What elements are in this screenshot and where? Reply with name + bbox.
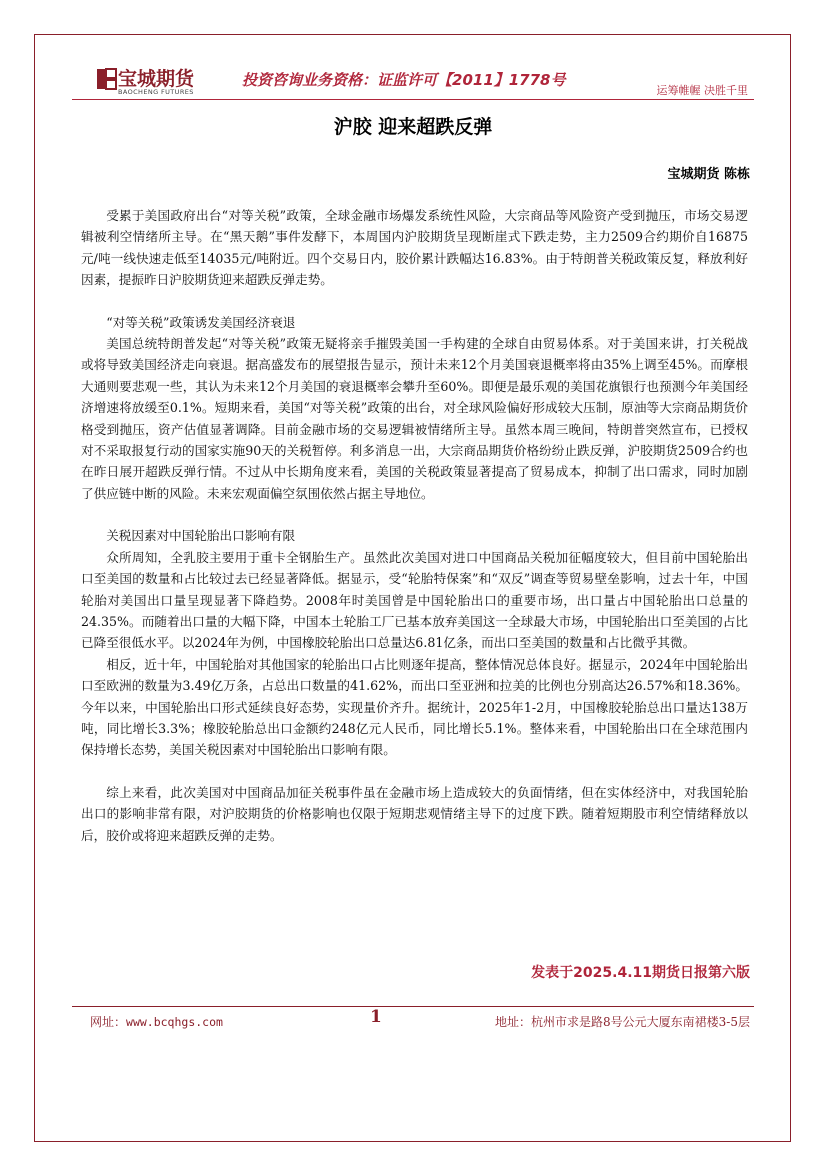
article-body (81, 205, 748, 846)
website-label: 网址： (90, 1015, 127, 1029)
section2-paragraph-1: 众所周知，全乳胶主要用于重卡全钢胎生产。虽然此次美国对进口中国商品关税加征幅度较大，但目前中国轮胎出口至美国的数量和占比较过去已经显著降低。据显示，受“轮胎特保案”和“双反”调查等贸易壁垒影响，过去十年，中国轮胎对美国出口量呈现显著下降趋势。2008年时美国曾是中国轮胎出口的重要市场，出口量占中国轮胎出口总量的24.35%。而随着出口量的大幅下降，中国本土轮胎工厂已基本放弃美国这一全球最大市场，中国轮胎出口至美国的占比已降至很低水平。以2024年为例，中国橡胶轮胎出口总量达6.81亿条，而出口至美国的数量和占比微乎其微。 (81, 549, 748, 651)
footer-website (90, 1013, 223, 1030)
article-author: 宝城期货 陈栋 (667, 167, 750, 182)
page-number: 1 (370, 1007, 382, 1027)
footer-address: 地址：杭州市求是路8号公元大厦东南裙楼3-5层 (495, 1015, 750, 1029)
article-title: 沪胶 迎来超跌反弹 (333, 116, 493, 138)
header-divider (72, 99, 754, 100)
page-header (96, 64, 756, 104)
company-logo (96, 64, 206, 100)
section2-paragraph-2: 相反，近十年，中国轮胎对其他国家的轮胎出口占比则逐年提高，整体情况总体良好。据显示，2024年中国轮胎出口至欧洲的数量为3.49亿万条，占总出口数量的41.62%，而出口至亚洲和拉美的比例也分别高达26.57%和18.36%。今年以来，中国轮胎出口形式延续良好态势，实现量价齐升。据统计，2025年1-2月，中国橡胶轮胎总出口量达138万吨，同比增长3.3%；橡胶轮胎总出口金额约248亿元人民币，同比增长5.1%。整体来看，中国轮胎出口在全球范围内保持增长态势，美国关税因素对中国轮胎出口影响有限。 (81, 656, 748, 758)
section-heading-tariff-recession: “对等关税”政策诱发美国经济衰退 (106, 314, 296, 330)
paragraph-gap (81, 291, 748, 312)
website-link[interactable]: www.bcqhgs.com (126, 1015, 223, 1029)
intro-paragraph: 受累于美国政府出台“对等关税”政策，全球金融市场爆发系统性风险，大宗商品等风险资产受到抛压，市场交易逻辑被利空情绪所主导。在“黑天鹅”事件发酵下，本周国内沪胶期货呈现断崖式下跌走势，主力2509合约期价自16875元/吨一线快速走低至14035元/吨附近。四个交易日内，胶价累计跌幅达16.83%。由于特朗普关税政策反复，释放利好因素，提振昨日沪胶期货迎来超跌反弹走势。 (81, 208, 748, 288)
license-statement: 投资咨询业务资格：证监许可【2011】1778号 (242, 71, 566, 89)
paragraph-gap (81, 761, 748, 782)
publication-note: 发表于2025.4.11期货日报第六版 (531, 965, 750, 981)
logo-name: 宝城期货 (118, 68, 195, 90)
logo-english-name: BAOCHENG FUTURES (118, 88, 194, 96)
section1-paragraph: 美国总统特朗普发起“对等关税”政策无疑将亲手摧毁美国一手构建的全球自由贸易体系。对于美国来讲，打关税战或将导致美国经济走向衰退。据高盛发布的展望报告显示，预计未来12个月美国衰退概率将由35%上调至45%。而摩根大通则要悲观一些，其认为未来12个月美国的衰退概率会攀升至60%。即便是最乐观的美国花旗银行也预测今年美国经济增速将放缓至0.1%。短期来看，美国“对等关税”政策的出台，对全球风险偏好形成较大压制，原油等大宗商品期货价格受到抛压，资产估值显著调降。目前金融市场的交易逻辑被情绪所主导。虽然本周三晚间，特朗普突然宣布，已授权对不采取报复行动的国家实施90天的关税暂停。利多消息一出，大宗商品期货价格纷纷止跌反弹，沪胶期货2509合约也在昨日展开超跌反弹行情。不过从中长期角度来看，美国的关税政策显著提高了贸易成本，抑制了出口需求，同时加剧了供应链中断的风险。未来宏观面偏空氛围依然占据主导地位。 (81, 336, 748, 501)
paragraph-gap (81, 504, 748, 525)
company-slogan: 运筹帷幄 决胜千里 (656, 84, 748, 97)
footer-divider (72, 1006, 754, 1007)
section-heading-tire-export: 关税因素对中国轮胎出口影响有限 (106, 528, 296, 544)
logo-mark-icon (96, 66, 118, 92)
conclusion-paragraph: 综上来看，此次美国对中国商品加征关税事件虽在金融市场上造成较大的负面情绪，但在实体经济中，对我国轮胎出口的影响非常有限，对沪胶期货的价格影响也仅限于短期悲观情绪主导下的过度下跌。随着短期股市利空情绪释放以后，胶价或将迎来超跌反弹的走势。 (81, 784, 748, 843)
